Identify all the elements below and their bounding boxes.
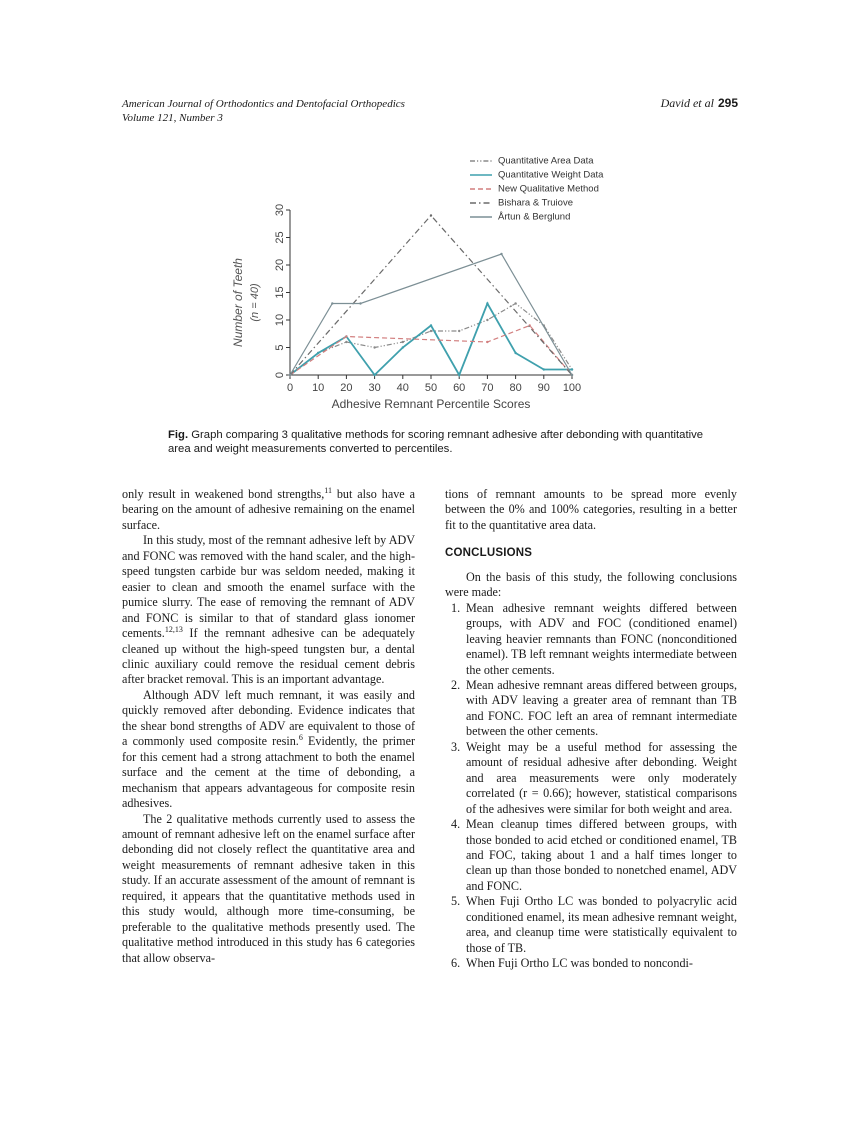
- figure-caption: [168, 428, 708, 456]
- legend-label: Quantitative Weight Data: [498, 169, 604, 181]
- y-tick-label: 25: [274, 231, 286, 244]
- data-point: [430, 214, 432, 216]
- figure-caption-text: Graph comparing 3 qualitative methods for scoring remnant adhesive after debonding with quantitative area and weight measurements converted to percentiles.: [168, 429, 704, 455]
- y-tick-label: 30: [274, 203, 286, 217]
- chart-legend: [470, 156, 604, 223]
- paragraph-text: Evidently, the primer for this cement had a strong attachment to both the enamel surface and the cement at the time of debonding, a mechanism that appears advantageous for composite resin adhesives.: [122, 734, 416, 811]
- data-point: [345, 335, 347, 337]
- page-number: 295: [717, 96, 738, 110]
- paragraph: [122, 487, 415, 533]
- data-point: [359, 302, 361, 304]
- data-point: [486, 302, 488, 304]
- citation: 12,13: [164, 625, 183, 635]
- y-axis-subtitle: (n = 40): [249, 283, 261, 322]
- data-point: [373, 374, 375, 376]
- list-item: [445, 601, 737, 678]
- list-text: Mean adhesive remnant areas differed between groups, with ADV leaving a greater area of remnant than TB and FONC. FOC left an area of remnant intermediate between the other cements.: [466, 677, 737, 739]
- x-tick-label: 30: [368, 382, 381, 394]
- citation: 6: [298, 733, 303, 743]
- text-column-left: [122, 487, 415, 966]
- x-tick-label: 20: [340, 382, 353, 394]
- y-tick-label: 10: [274, 313, 286, 327]
- x-tick-label: 60: [453, 382, 466, 394]
- paragraph-text: but also have a bearing on the amount of adhesive remaining on the enamel surface.: [122, 487, 415, 532]
- data-point: [500, 253, 502, 255]
- data-point: [571, 368, 573, 370]
- list-number: 2.: [451, 677, 461, 692]
- x-tick-label: 50: [424, 382, 438, 394]
- list-number: 1.: [451, 600, 461, 615]
- section-heading: CONCLUSIONS: [445, 547, 533, 560]
- legend-label: New Qualitative Method: [498, 183, 599, 195]
- legend-label: Bishara & Truiove: [498, 197, 573, 209]
- legend-label: Quantitative Area Data: [498, 155, 594, 167]
- citation: 11: [324, 486, 332, 495]
- data-point: [331, 302, 333, 304]
- series-line-4: [290, 216, 572, 376]
- list-text: Mean cleanup times differed between groups, with those bonded to acid etched or conditioned enamel, TB and FOC, taking about 1 and a half times longer to clean up than those bonded to nonetched enamel, ADV and FONC.: [466, 817, 737, 893]
- y-axis-title: Number of Teeth: [231, 258, 245, 347]
- data-point: [402, 341, 404, 343]
- chart-series: [289, 211, 573, 376]
- x-tick-label: 70: [481, 382, 494, 394]
- journal-title: American Journal of Orthodontics and Dentofacial Orthopedics: [122, 98, 405, 110]
- list-number: 5.: [451, 894, 461, 909]
- data-point: [486, 341, 488, 343]
- data-point: [373, 346, 375, 348]
- paragraph-text: only result in weakened bond strengths,: [122, 487, 325, 501]
- data-point: [317, 352, 319, 354]
- text-column-right: [445, 487, 737, 972]
- list-text: When Fuji Ortho LC was bonded to polyacrylic acid conditioned enamel, its mean adhesive remnant weight, area, and cleanup time were statistically equivalent to those of TB.: [466, 894, 737, 955]
- paragraph-text: In this study, most of the remnant adhesive left by ADV and FONC was removed with the hand scaler, and the high-speed tungsten carbide bur was seldom needed, making it easier to clean and smooth the enamel surface with the pumice slurry. The ease of removing the remnant of ADV and FONC is similar to that of standard glass ionomer cements.: [122, 533, 415, 641]
- paragraph: The 2 qualitative methods currently used to assess the amount of remnant adhesive left on the enamel surface after debonding did not closely reflect the quantitative area and weight measurements of remnant adhesive taken in this study. If an accurate assessment of the amount of remnant is required, it appears that the quantitative methods used in this study would, although more time-consuming, be preferable to the qualitative methods presently used. The qualitative method introduced in this study has 6 categories that allow observa-: [122, 811, 415, 965]
- conclusions-list: [445, 601, 737, 972]
- list-item: [445, 678, 737, 740]
- list-item: [445, 956, 737, 971]
- x-axis-title: Adhesive Remnant Percentile Scores: [331, 397, 531, 411]
- figure-chart: [230, 148, 630, 418]
- list-text: Weight may be a useful method for assessing the amount of residual adhesive after debonding. Weight and area measurements were only moderately correlated (r = 0.66); however, statistical comparisons of the adhesives were similar for both weight and area.: [466, 739, 737, 816]
- paragraph: [122, 533, 415, 688]
- paragraph: tions of remnant amounts to be spread more evenly between the 0% and 100% categories, resulting in a better fit to the quantitative area data.: [445, 487, 737, 532]
- x-tick-label: 80: [509, 382, 522, 394]
- x-tick-label: 40: [396, 382, 409, 394]
- series-line-3: [290, 326, 572, 376]
- list-item: [445, 894, 737, 956]
- figure-caption-label: Fig.: [168, 429, 189, 441]
- x-tick-label: 0: [286, 382, 294, 394]
- data-point: [402, 346, 404, 348]
- line-chart: [230, 148, 630, 418]
- list-number: 4.: [451, 817, 461, 832]
- list-text: Mean adhesive remnant weights differed between groups, with ADV and FOC (conditioned enamel) leaving heavier remnants than FONC (nonconditioned enamel). TB left remnant weights intermediate between the other cements.: [466, 600, 737, 677]
- list-text: When Fuji Ortho LC was bonded to noncondi-: [466, 956, 693, 971]
- data-point: [458, 330, 460, 332]
- paragraph-text: If the remnant adhesive can be adequately cleaned up without the high-speed tungsten bur, a dental clinic auxiliary could remove the residual cement debris after bracket removal. This is an important advantage.: [122, 626, 415, 687]
- list-item: [445, 817, 737, 894]
- data-point: [543, 368, 545, 370]
- data-point: [486, 319, 488, 321]
- running-header-author: [661, 96, 738, 111]
- running-header-journal: [122, 97, 405, 125]
- list-item: [445, 740, 737, 817]
- data-point: [458, 374, 460, 376]
- paragraph: On the basis of this study, the following conclusions were made:: [445, 569, 737, 600]
- data-point: [345, 341, 347, 343]
- y-tick-label: 15: [274, 286, 286, 299]
- author-name: David et al: [660, 96, 714, 110]
- y-tick-label: 0: [274, 371, 286, 379]
- data-point: [430, 330, 432, 332]
- x-tick-label: 100: [562, 382, 582, 394]
- legend-label: Årtun & Berglund: [498, 211, 571, 223]
- journal-volume: Volume 121, Number 3: [122, 112, 223, 124]
- data-point: [571, 374, 573, 376]
- x-tick-label: 90: [537, 382, 550, 394]
- data-point: [514, 352, 516, 354]
- data-point: [514, 302, 516, 304]
- data-point: [430, 324, 432, 326]
- x-tick-label: 10: [312, 382, 325, 394]
- paragraph-text: Although ADV left much remnant, it was easily and quickly removed after debonding. Evidence indicates that the shear bond strengths of ADV are equivalent to those of a commonly used composite resin.: [122, 687, 415, 749]
- paragraph: [122, 688, 415, 812]
- y-tick-label: 20: [274, 258, 286, 272]
- y-tick-label: 5: [274, 344, 286, 351]
- list-number: 3.: [451, 739, 461, 754]
- chart-axes: [231, 204, 581, 411]
- data-point: [289, 374, 291, 376]
- list-number: 6.: [451, 956, 461, 971]
